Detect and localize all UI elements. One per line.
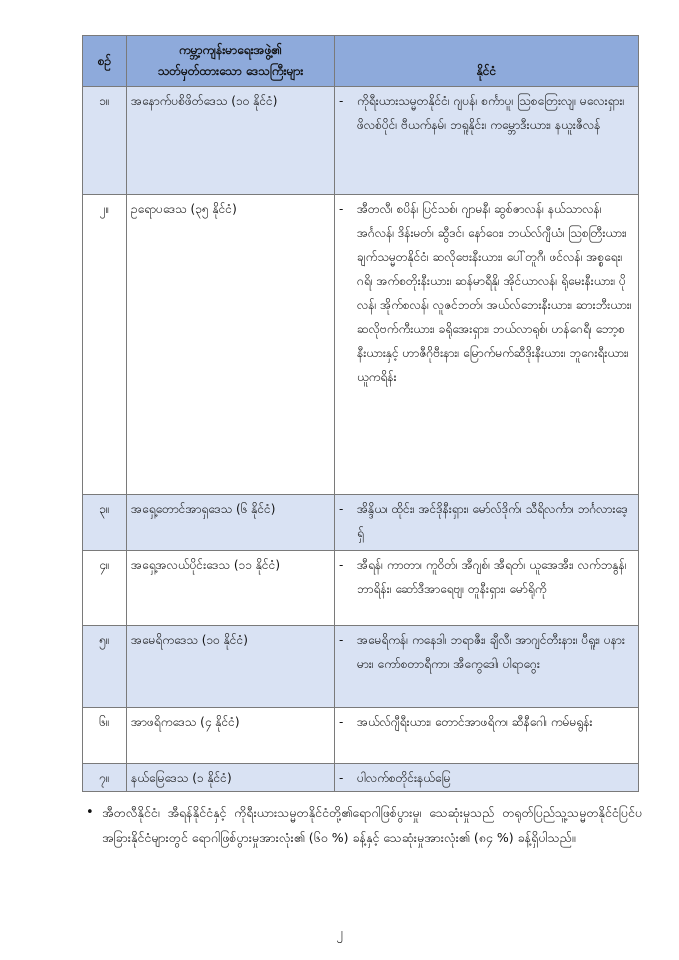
row-number: ၂။	[83, 195, 127, 495]
header-countries: နိုင်ငံ	[335, 36, 639, 87]
row-number: ၁။	[83, 87, 127, 195]
table-row	[83, 195, 639, 495]
row-countries-text: ပါလက်စတိုင်းနယ်မြေ	[357, 771, 451, 785]
footnote-text: အီတလီနိုင်ငံ၊ အီရန်နိုင်ငံနှင့် ကိုရီးယားသမ္မတနိုင်ငံတို့၏ရောဂါဖြစ်ပွားမှု၊ သေဆုံးမှုသည် တရုတ်ပြည်သူ့သမ္မတနိုင်ငံပြင်ပ အခြားနိုင်ငံများတွင် ရောဂါဖြစ်ပွားမှုအားလုံး၏ (၆၀ %) ခန့်နှင့် သေဆုံးမှုအားလုံး၏ (၈၄ %) ခန့်ရှိပါသည်။	[102, 805, 642, 845]
dash-marker: -	[339, 771, 344, 785]
row-countries	[335, 495, 639, 551]
row-countries-text: အီရန်၊ ကာတာ၊ ကူဝိတ်၊ အီဂျစ်၊ အီရတ်၊ ယူအေအီး၊ လက်ဘနွန်၊ ဘာရိန်း၊ ဆော်ဒီအာရေဗျ၊ တူနီးရှား၊ မော်ရိုကို	[357, 558, 627, 596]
table-row	[83, 764, 639, 792]
footnote-paragraph	[86, 800, 642, 850]
row-number: ၆။	[83, 708, 127, 764]
row-countries	[335, 626, 639, 708]
table-row	[83, 551, 639, 626]
row-countries	[335, 764, 639, 792]
dash-marker: -	[339, 715, 344, 729]
table-row	[83, 626, 639, 708]
row-countries	[335, 708, 639, 764]
bullet-icon: •	[86, 805, 94, 820]
row-countries-text: အမေရိကန်၊ ကနေဒါ၊ ဘရာဇီး၊ ချီလီ၊ အာဂျင်တီးနား၊ ပီရူး၊ ပနားမား၊ ကော်စတာရီကာ၊ အီကွေဒေါ၊ ပါရာဂွေး	[357, 633, 625, 671]
row-region: အမေရိကဒေသ (၁၀ နိုင်ငံ)	[127, 626, 335, 708]
dash-marker: -	[339, 633, 344, 647]
row-region: အာဖရိကဒေသ (၄ နိုင်ငံ)	[127, 708, 335, 764]
row-region: အနောက်ပစိဖိတ်ဒေသ (၁၀ နိုင်ငံ)	[127, 87, 335, 195]
dash-marker: -	[339, 502, 344, 516]
header-region-line1: ကမ္ဘာ့ကျန်းမာရေးအဖွဲ့၏	[178, 43, 283, 57]
row-countries-text: ကိုရီးယားသမ္မတနိုင်ငံ၊ ဂျပန်၊ စင်္ကာပူ၊ ဩစတြေးလျ၊ မလေးရှား၊ ဖိလစ်ပိုင်၊ ဗီယက်နမ်၊ ဘရူနိုင်း၊ ကမ္ဘောဒီးယား၊ နယူးဇီလန်	[357, 94, 625, 132]
row-countries	[335, 87, 639, 195]
row-region: အရှေ့အလယ်ပိုင်းဒေသ (၁၁ နိုင်ငံ)	[127, 551, 335, 626]
row-region: နယ်မြေဒေသ (၁ နိုင်ငံ)	[127, 764, 335, 792]
row-countries-text: အယ်လ်ဂျီရီးယား၊ တောင်အာဖရိက၊ ဆီနီဂေါ၊ ကမ်မရွန်း	[357, 715, 593, 729]
row-number: ၇။	[83, 764, 127, 792]
row-countries	[335, 551, 639, 626]
row-countries-text: အိန္ဒိယ၊ ထိုင်း၊ အင်ဒိုနီးရှား၊ မော်လ်ဒိုက်၊ သီရိလင်္ကာ၊ ဘင်္ဂလားဒေ့ရှ်	[357, 502, 628, 540]
row-region: အရှေ့တောင်အာရှဒေသ (၆ နိုင်ငံ)	[127, 495, 335, 551]
table-row	[83, 495, 639, 551]
header-no: စဉ်	[83, 36, 127, 87]
header-region-line2: သတ်မှတ်ထားသော ဒေသကြီးများ	[157, 64, 304, 78]
page-number: ၂	[336, 926, 343, 941]
header-region	[127, 36, 335, 87]
who-regions-table	[82, 35, 639, 792]
dash-marker: -	[339, 202, 344, 216]
row-countries	[335, 195, 639, 495]
table-header-row	[83, 36, 639, 87]
table-row	[83, 87, 639, 195]
dash-marker: -	[339, 558, 344, 572]
row-region: ဥရောပဒေသ (၃၅ နိုင်ငံ)	[127, 195, 335, 495]
row-countries-text: အီတလီ၊ စပိန်၊ ပြင်သစ်၊ ဂျာမနီ၊ ဆွစ်ဇာလန်၊ နယ်သာလန်၊ အင်္ဂလန်၊ ဒိန်းမတ်၊ ဆွီဒင်၊ နော်ဝေး၊ ဘယ်လ်ဂျီယံ၊ ဩစတြီးယား၊ ချက်သမ္မတနိုင်ငံ၊ ဆလိုဗေးနီးယား၊ ပေါ်တူဂီ၊ ဖင်လန်၊ အစ္စရေး၊ ဂရိ၊ အက်စတိုးနီးယား၊ ဆန်မာရီနို၊ အိုင်ယာလန်၊ ရိုမေးနီးယား၊ ပိုလန်၊ အိုက်စလန်၊ လူဇင်ဘတ်၊ အယ်လ်ဘေးနီးယား၊ ဆားဘီးယား၊ ဆလိုဗက်ကီးယား၊ ခရိုအေးရှား၊ ဘယ်လာရုစ်၊ ဟန်ဂေရီ၊ ဘော့စနီးယားနှင့် ဟာဇီဂိုဗီးနား၊ မြောက်မက်ဆီဒိုးနီးယား၊ ဘူဂေးရီးယား၊ ယူကရိန်း	[357, 202, 632, 384]
dash-marker: -	[339, 94, 344, 108]
row-number: ၄။	[83, 551, 127, 626]
row-number: ၅။	[83, 626, 127, 708]
table-row	[83, 708, 639, 764]
row-number: ၃။	[83, 495, 127, 551]
